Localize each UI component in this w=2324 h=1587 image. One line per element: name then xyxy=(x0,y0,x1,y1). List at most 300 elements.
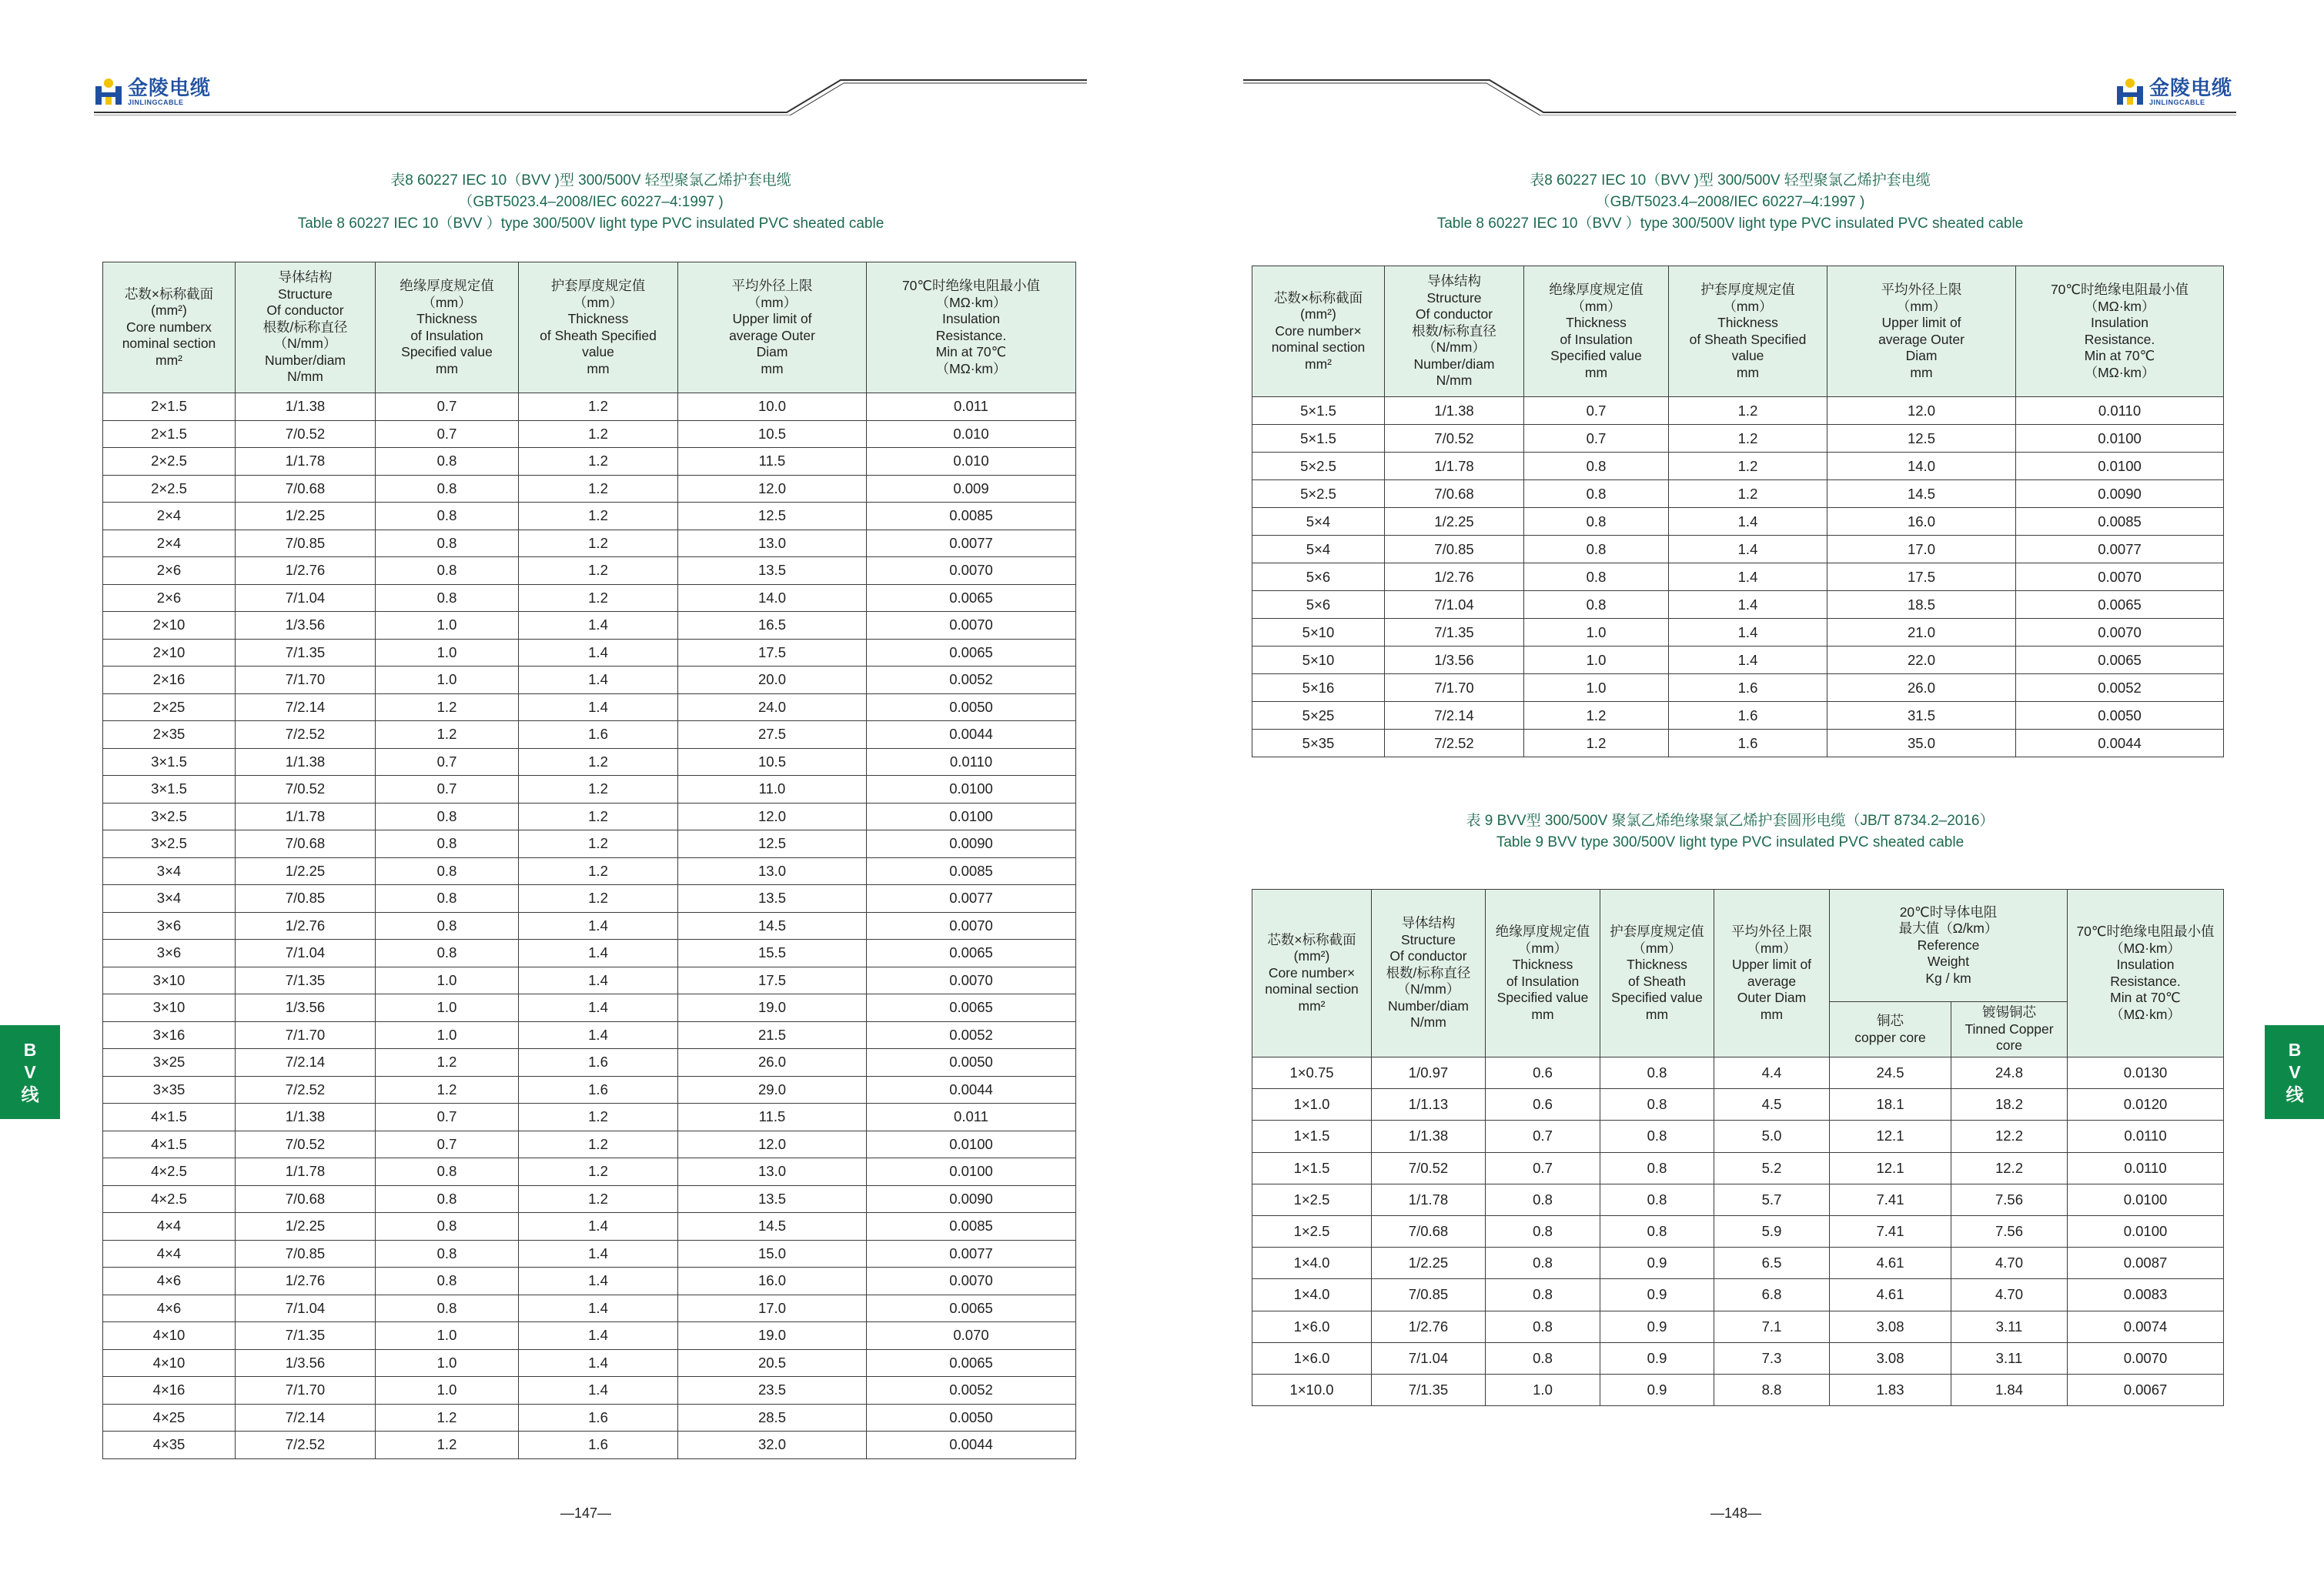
column-header xyxy=(236,262,376,393)
table-cell: 12.5 xyxy=(1827,425,2016,453)
table-cell: 1.2 xyxy=(519,830,678,858)
table-cell: 1.2 xyxy=(1669,453,1827,480)
table-cell: 1.6 xyxy=(1669,730,1827,757)
table-cell: 0.0065 xyxy=(867,994,1076,1022)
table-cell: 0.9 xyxy=(1600,1248,1714,1279)
header-text-line: （MΩ·km） xyxy=(2084,364,2155,380)
table-cell: 0.0070 xyxy=(867,612,1076,640)
table8-spec-table xyxy=(1252,266,2224,757)
table-cell: 0.0052 xyxy=(2016,674,2224,702)
table-cell: 0.0050 xyxy=(867,1404,1076,1432)
table-cell: 0.8 xyxy=(1524,453,1669,480)
table-cell: 2×10 xyxy=(103,612,236,640)
column-header xyxy=(867,262,1076,393)
table-cell: 12.1 xyxy=(1830,1152,1951,1184)
header-text-line: 根数/标称直径 xyxy=(262,319,348,335)
table-cell: 1.4 xyxy=(519,667,678,694)
table-cell: 0.0052 xyxy=(867,667,1076,694)
table-cell: 1.0 xyxy=(1524,619,1669,646)
table-cell: 0.0050 xyxy=(867,1049,1076,1077)
table-cell: 1.4 xyxy=(1669,646,1827,674)
table-row xyxy=(1252,1184,2224,1215)
table-cell: 2×6 xyxy=(103,584,236,612)
table-cell: 0.009 xyxy=(867,475,1076,503)
table-cell: 1.2 xyxy=(519,503,678,530)
header-text-line: Upper limit of xyxy=(1731,957,1812,972)
table-cell: 3.11 xyxy=(1951,1342,2068,1374)
table-cell: 15.0 xyxy=(678,1240,867,1268)
table-cell: 3×25 xyxy=(103,1049,236,1077)
table-row xyxy=(103,1158,1076,1186)
table-cell: 7.41 xyxy=(1830,1184,1951,1215)
table-cell: 0.0077 xyxy=(867,530,1076,557)
table-cell: 1.2 xyxy=(519,475,678,503)
table-cell: 12.2 xyxy=(1951,1121,2068,1152)
table-cell: 1/2.25 xyxy=(1385,508,1524,536)
table-cell: 1.2 xyxy=(519,857,678,885)
table-cell: 7/2.52 xyxy=(236,1076,376,1104)
table-cell: 0.0070 xyxy=(867,1268,1076,1295)
table-cell: 7/1.70 xyxy=(236,1377,376,1405)
table-header-row xyxy=(1252,890,2224,1002)
table-row xyxy=(103,885,1076,913)
table-cell: 4×25 xyxy=(103,1404,236,1432)
caption-line-en: Table 8 60227 IEC 10（BVV ）type 300/500V light type PVC insulated PVC sheated cable xyxy=(297,215,884,232)
header-text-line: Number/diam xyxy=(264,352,346,368)
table9-spec-table xyxy=(1252,889,2224,1406)
header-text-line: 护套厚度规定值 xyxy=(550,278,646,293)
table-cell: 13.5 xyxy=(678,885,867,913)
table-cell: 6.8 xyxy=(1714,1279,1830,1311)
table-row xyxy=(1252,480,2224,508)
table-cell: 1.2 xyxy=(376,693,519,721)
header-text-line: 70℃时绝缘电阻最小值 xyxy=(2076,924,2215,939)
table-cell: 2×35 xyxy=(103,721,236,749)
table-row xyxy=(1252,1279,2224,1311)
header-text-line: 绝缘厚度规定值 xyxy=(1495,924,1590,939)
table-cell: 4×35 xyxy=(103,1432,236,1459)
header-rule xyxy=(1243,75,2236,115)
header-text-line: Tinned Copper xyxy=(1965,1021,2054,1037)
table-row xyxy=(103,1240,1076,1268)
table-cell: 0.7 xyxy=(1486,1152,1600,1184)
table-cell: 7/1.70 xyxy=(1385,674,1524,702)
table-cell: 1.0 xyxy=(376,994,519,1022)
table-cell: 0.0077 xyxy=(867,1240,1076,1268)
column-header xyxy=(1385,266,1524,397)
table-cell: 23.5 xyxy=(678,1377,867,1405)
header-text-line: Min at 70℃ xyxy=(2110,990,2181,1005)
table-cell: 3×10 xyxy=(103,994,236,1022)
table-cell: 20.0 xyxy=(678,667,867,694)
table-cell: 5×35 xyxy=(1252,730,1385,757)
table-cell: 3×4 xyxy=(103,857,236,885)
table-cell: 1.2 xyxy=(1669,425,1827,453)
table-row xyxy=(103,912,1076,940)
table-cell: 7/0.68 xyxy=(1372,1215,1486,1247)
table-cell: 1/1.78 xyxy=(1372,1184,1486,1215)
header-rule xyxy=(94,75,1087,115)
table-cell: 4×2.5 xyxy=(103,1185,236,1213)
table-cell: 1.6 xyxy=(519,1076,678,1104)
table-cell: 7.1 xyxy=(1714,1311,1830,1342)
header-text-line: 最大值（Ω/km） xyxy=(1898,920,1998,937)
table-cell: 0.8 xyxy=(376,584,519,612)
table-row xyxy=(1252,674,2224,702)
table-cell: 5×6 xyxy=(1252,591,1385,619)
table-cell: 0.070 xyxy=(867,1322,1076,1350)
table-cell: 1.83 xyxy=(1830,1374,1951,1405)
header-text-line: copper core xyxy=(1854,1029,1926,1045)
table-cell: 12.5 xyxy=(678,830,867,858)
table-row xyxy=(1252,1342,2224,1374)
table-cell: 7/1.70 xyxy=(236,1021,376,1049)
header-text-line: 根数/标称直径 xyxy=(1412,322,1496,339)
header-text-line: Thickness xyxy=(567,311,629,326)
table-cell: 0.8 xyxy=(376,885,519,913)
table-cell: 1/1.13 xyxy=(1372,1089,1486,1121)
table-cell: 0.8 xyxy=(1600,1089,1714,1121)
table-row xyxy=(103,857,1076,885)
table-cell: 1/1.78 xyxy=(236,448,376,476)
header-text-line: 芯数×标称截面 xyxy=(1267,931,1356,947)
header-text-line: 导体结构 xyxy=(1401,915,1456,931)
header-text-line: (mm²) xyxy=(151,302,187,319)
table-row xyxy=(1252,508,2224,536)
table-cell: 1.2 xyxy=(519,1131,678,1158)
table-cell: 0.0100 xyxy=(2016,425,2224,453)
table-cell: 0.8 xyxy=(1600,1057,1714,1089)
table-cell: 1/2.25 xyxy=(1372,1248,1486,1279)
table-cell: 0.0090 xyxy=(2016,480,2224,508)
table-cell: 0.0070 xyxy=(867,912,1076,940)
column-header xyxy=(1827,266,2016,397)
table-cell: 1/3.56 xyxy=(236,994,376,1022)
table-row xyxy=(1252,730,2224,757)
table-cell: 0.0100 xyxy=(867,776,1076,804)
table-cell: 18.1 xyxy=(1830,1089,1951,1121)
table-cell: 14.5 xyxy=(678,1213,867,1241)
table-cell: 1.2 xyxy=(519,1185,678,1213)
table-cell: 1/1.38 xyxy=(236,748,376,776)
table-cell: 10.5 xyxy=(678,748,867,776)
header-text-line: （mm） xyxy=(1571,298,1621,314)
table-cell: 0.8 xyxy=(376,1268,519,1295)
table-cell: 3.08 xyxy=(1830,1311,1951,1342)
table-cell: 17.5 xyxy=(678,639,867,667)
table-cell: 7/2.14 xyxy=(236,693,376,721)
header-text-line: Resistance. xyxy=(2110,973,2181,989)
table-cell: 7/1.35 xyxy=(236,639,376,667)
table-cell: 10.5 xyxy=(678,420,867,448)
table-cell: 0.8 xyxy=(376,557,519,585)
table-cell: 11.5 xyxy=(678,1104,867,1131)
table-cell: 21.0 xyxy=(1827,619,2016,646)
table-cell: 1.0 xyxy=(376,612,519,640)
table-header-row xyxy=(103,262,1076,393)
caption-line-en: Table 8 60227 IEC 10（BVV ）type 300/500V light type PVC insulated PVC sheated cable xyxy=(1436,215,2024,232)
table-cell: 17.5 xyxy=(1827,563,2016,591)
table-cell: 1.6 xyxy=(519,1404,678,1432)
table-cell: 1.4 xyxy=(519,612,678,640)
table-cell: 11.0 xyxy=(678,776,867,804)
header-text-line: Specified value xyxy=(1496,990,1589,1005)
logo-icon xyxy=(2115,77,2145,106)
header-text-line: average Outer xyxy=(1878,331,1965,347)
header-text-line: Weight xyxy=(1927,954,1970,970)
table-cell: 7/0.85 xyxy=(1372,1279,1486,1311)
table-cell: 0.0070 xyxy=(867,967,1076,994)
table-cell: 0.7 xyxy=(376,1131,519,1158)
table-cell: 12.0 xyxy=(678,475,867,503)
table-cell: 0.0044 xyxy=(867,721,1076,749)
table-cell: 10.0 xyxy=(678,393,867,421)
table-cell: 1.2 xyxy=(519,448,678,476)
table-cell: 0.8 xyxy=(1524,480,1669,508)
table-cell: 0.0050 xyxy=(867,693,1076,721)
header-text-line: 70℃时绝缘电阻最小值 xyxy=(901,278,1041,293)
table-cell: 15.5 xyxy=(678,940,867,967)
header-text-line: Thickness xyxy=(416,311,477,326)
table-cell: 1×1.5 xyxy=(1252,1152,1372,1184)
brand-logo xyxy=(94,77,211,106)
table-cell: 0.7 xyxy=(1524,397,1669,425)
table-cell: 0.8 xyxy=(376,1158,519,1186)
table-row xyxy=(103,1349,1076,1377)
table-cell: 1.4 xyxy=(1669,536,1827,563)
table-cell: 2×2.5 xyxy=(103,475,236,503)
table-row xyxy=(103,448,1076,476)
table-cell: 1/3.56 xyxy=(1385,646,1524,674)
table-cell: 0.8 xyxy=(376,830,519,858)
table-cell: 1.4 xyxy=(519,912,678,940)
header-text-line: （mm） xyxy=(573,294,624,310)
table-cell: 1.2 xyxy=(519,420,678,448)
table-cell: 0.0110 xyxy=(2068,1152,2224,1184)
header-text-line: Number/diam xyxy=(1387,997,1470,1014)
table-cell: 28.5 xyxy=(678,1404,867,1432)
table-cell: 1.4 xyxy=(519,940,678,967)
table-row xyxy=(1252,1374,2224,1405)
table9-caption xyxy=(1243,810,2217,854)
header-text-line: 芯数×标称截面 xyxy=(1273,289,1363,306)
header-text-line: mm xyxy=(1531,1006,1554,1022)
table-cell: 0.8 xyxy=(376,530,519,557)
header-text-line: nominal section xyxy=(1265,981,1359,997)
table-cell: 0.7 xyxy=(1524,425,1669,453)
table-cell: 7.41 xyxy=(1830,1215,1951,1247)
table-cell: 1.2 xyxy=(376,1049,519,1077)
table-row xyxy=(1252,1057,2224,1089)
table-cell: 0.0085 xyxy=(867,503,1076,530)
header-text-line: 芯数×标称截面 xyxy=(124,286,214,302)
table-cell: 0.9 xyxy=(1600,1311,1714,1342)
table-cell: 1.2 xyxy=(1669,397,1827,425)
column-header xyxy=(2068,890,2224,1057)
table-cell: 7.56 xyxy=(1951,1215,2068,1247)
table-cell: 5×2.5 xyxy=(1252,453,1385,480)
table-cell: 2×25 xyxy=(103,693,236,721)
table-cell: 7.56 xyxy=(1951,1184,2068,1215)
table-cell: 19.0 xyxy=(678,994,867,1022)
table-cell: 0.0067 xyxy=(2068,1374,2224,1405)
table-row xyxy=(1252,1121,2224,1152)
table-row xyxy=(103,530,1076,557)
table-cell: 13.0 xyxy=(678,1158,867,1186)
column-header xyxy=(1252,266,1385,397)
table-cell: 0.0065 xyxy=(2016,646,2224,674)
table-cell: 1.4 xyxy=(519,1268,678,1295)
table-cell: 3×2.5 xyxy=(103,830,236,858)
table-cell: 0.0052 xyxy=(867,1021,1076,1049)
table-cell: 0.0100 xyxy=(2068,1184,2224,1215)
table-cell: 2×10 xyxy=(103,639,236,667)
header-text-line: Upper limit of xyxy=(732,311,812,326)
table-cell: 0.0100 xyxy=(867,803,1076,830)
header-text-line: Upper limit of xyxy=(1881,315,1961,330)
header-text-line: Outer Diam xyxy=(1737,990,1807,1005)
header-text-line: nominal section xyxy=(122,336,216,352)
column-header xyxy=(1669,266,1827,397)
table-cell: 0.7 xyxy=(1486,1121,1600,1152)
table-row xyxy=(103,1076,1076,1104)
table-cell: 0.0050 xyxy=(2016,702,2224,730)
table-cell: 0.0065 xyxy=(867,1295,1076,1322)
header-text-line: of Insulation xyxy=(410,327,483,343)
table-cell: 17.0 xyxy=(1827,536,2016,563)
table-cell: 17.5 xyxy=(678,967,867,994)
table-row xyxy=(1252,397,2224,425)
header-text-line: Resistance. xyxy=(2084,331,2155,347)
table-cell: 0.8 xyxy=(376,1185,519,1213)
table-row xyxy=(103,1049,1076,1077)
table-cell: 0.7 xyxy=(376,1104,519,1131)
table-cell: 26.0 xyxy=(1827,674,2016,702)
table-cell: 7/1.35 xyxy=(236,967,376,994)
table-cell: 0.8 xyxy=(376,1240,519,1268)
table-cell: 0.7 xyxy=(376,393,519,421)
column-header xyxy=(1714,890,1830,1057)
table-cell: 7/1.35 xyxy=(1385,619,1524,646)
header-text-line: of Insulation xyxy=(1506,973,1580,989)
column-header xyxy=(1830,890,2068,1002)
table-cell: 0.0077 xyxy=(2016,536,2224,563)
table-row xyxy=(103,557,1076,585)
table-cell: 7/1.70 xyxy=(236,667,376,694)
table-cell: 0.9 xyxy=(1600,1279,1714,1311)
table-row xyxy=(103,1268,1076,1295)
caption-line-cn: 表 9 BVV型 300/500V 聚氯乙烯绝缘聚氯乙烯护套圆形电缆（JB/T 8734.2–2016） xyxy=(1466,813,1995,829)
header-text-line: mm xyxy=(1584,364,1608,380)
header-text-line: Thickness xyxy=(1627,957,1687,972)
table-cell: 7.3 xyxy=(1714,1342,1830,1374)
table-cell: 3.11 xyxy=(1951,1311,2068,1342)
table-cell: 1/1.38 xyxy=(1372,1121,1486,1152)
table-cell: 1.2 xyxy=(519,885,678,913)
table-cell: 0.7 xyxy=(376,748,519,776)
table-cell: 0.8 xyxy=(1600,1152,1714,1184)
header-text-line: 平均外径上限 xyxy=(1731,924,1812,939)
table-cell: 0.0074 xyxy=(2068,1311,2224,1342)
table-cell: 0.8 xyxy=(1486,1342,1600,1374)
header-text-line: Specified value xyxy=(401,344,493,359)
table-cell: 1.6 xyxy=(1669,702,1827,730)
table-cell: 4×6 xyxy=(103,1295,236,1322)
header-text-line: of Insulation xyxy=(1560,331,1633,347)
table-cell: 3×6 xyxy=(103,912,236,940)
table-row xyxy=(1252,1248,2224,1279)
table-cell: 1/1.38 xyxy=(1385,397,1524,425)
table-row xyxy=(1252,591,2224,619)
table-cell: 1.4 xyxy=(519,1349,678,1377)
table-row xyxy=(1252,1152,2224,1184)
table-cell: 1×4.0 xyxy=(1252,1248,1372,1279)
table-row xyxy=(103,1185,1076,1213)
logo-icon xyxy=(94,77,123,106)
table-cell: 7/0.68 xyxy=(236,475,376,503)
header-text-line: of Sheath Specified xyxy=(1689,331,1807,347)
header-text-line: mm xyxy=(587,360,610,376)
header-text-line: mm xyxy=(1760,1006,1784,1022)
table-cell: 1.0 xyxy=(376,1021,519,1049)
table-cell: 7/1.04 xyxy=(236,1295,376,1322)
table-cell: 2×2.5 xyxy=(103,448,236,476)
caption-line-en: Table 9 BVV type 300/500V light type PVC insulated PVC sheated cable xyxy=(1496,834,1965,850)
table-cell: 1.4 xyxy=(519,1240,678,1268)
table-cell: 1.4 xyxy=(519,693,678,721)
table-cell: 4×4 xyxy=(103,1240,236,1268)
table-cell: 2×16 xyxy=(103,667,236,694)
table-cell: 0.0100 xyxy=(2016,453,2224,480)
table-cell: 0.0070 xyxy=(2016,563,2224,591)
header-text-line: N/mm xyxy=(1410,1014,1446,1031)
table-cell: 1×2.5 xyxy=(1252,1215,1372,1247)
table-cell: 1.2 xyxy=(1524,702,1669,730)
table-cell: 0.010 xyxy=(867,448,1076,476)
table-cell: 1.2 xyxy=(376,1076,519,1104)
table-cell: 18.2 xyxy=(1951,1089,2068,1121)
table-cell: 0.0100 xyxy=(867,1158,1076,1186)
caption-line-cn: 表8 60227 IEC 10（BVV )型 300/500V 轻型聚氯乙烯护套电缆 xyxy=(390,172,791,189)
caption-line-standard: （GB/T5023.4–2008/IEC 60227–4:1997 ) xyxy=(1595,194,1865,210)
table-cell: 0.0065 xyxy=(867,584,1076,612)
header-text-line: nominal section xyxy=(1271,339,1366,356)
header-text-line: 镀锡铜芯 xyxy=(1982,1004,2036,1021)
table-cell: 1.0 xyxy=(376,667,519,694)
table-cell: 13.5 xyxy=(678,557,867,585)
table-cell: 1.6 xyxy=(1669,674,1827,702)
table-cell: 11.5 xyxy=(678,448,867,476)
header-text-line: 绝缘厚度规定值 xyxy=(1549,282,1644,297)
table-cell: 4.61 xyxy=(1830,1248,1951,1279)
table-cell: 1×1.5 xyxy=(1252,1121,1372,1152)
table-cell: 0.0100 xyxy=(867,1131,1076,1158)
header-text-line: Of conductor xyxy=(266,302,344,319)
column-header xyxy=(1252,890,1372,1057)
table-row xyxy=(103,475,1076,503)
table-cell: 1.4 xyxy=(519,1213,678,1241)
table-cell: 1.4 xyxy=(519,994,678,1022)
table-cell: 0.8 xyxy=(376,448,519,476)
header-text-line: Kg / km xyxy=(1925,970,1971,986)
table-cell: 1.0 xyxy=(376,1349,519,1377)
header-text-line: Insulation xyxy=(2116,957,2175,972)
table-cell: 3×1.5 xyxy=(103,776,236,804)
table-cell: 4×2.5 xyxy=(103,1158,236,1186)
table-cell: 3×6 xyxy=(103,940,236,967)
table-cell: 0.0090 xyxy=(867,830,1076,858)
table-row xyxy=(1252,563,2224,591)
